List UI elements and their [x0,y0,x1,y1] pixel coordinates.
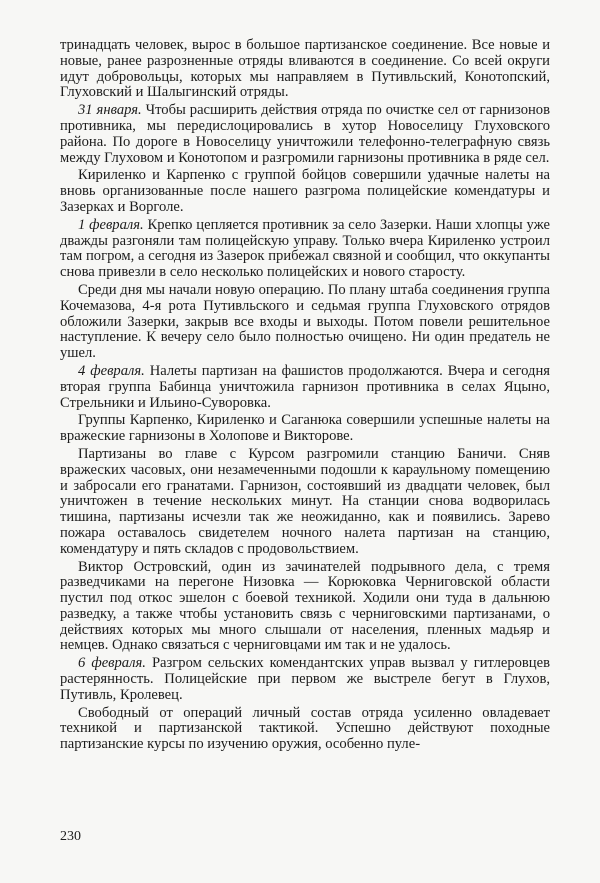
paragraph [60,560,550,655]
paragraph [60,103,550,166]
paragraph-text: Виктор Островский, один из зачинателей подрывного дела, с тремя разведчиками на перегоне Низовка — Корюковка Черниговской области пустил под откос эшелон с боевой техникой. Ходили они туда в дальнюю разведку, а также чтобы установить связь с черниговскими партизанами, о действиях которых мы много слышали от населения, пленных мадьяр и немцев. Однако связаться с черниговцами им так и не удалось. [60,558,550,654]
paragraph-text: Налеты партизан на фашистов продолжаются. Вчера и сегодня вторая группа Бабинца уничтожила гарнизон противника в селах Яцыно, Стрельники и Ильино-Суворовка. [60,362,550,411]
paragraph [60,283,550,362]
paragraph [60,447,550,558]
paragraph-text: Разгром сельских комендантских управ вызвал у гитлеровцев растерянность. Полицейские при первом же выстреле бегут в Глухов, Путивль, Кролевец. [60,655,550,703]
page-number: 230 [60,829,81,844]
paragraph-text: Кириленко и Карпенко с группой бойцов совершили удачные налеты на вновь организованные после нашего разгрома полицейские комендатуры и Зазерках и Ворголе. [60,167,550,215]
paragraph-text: Свободный от операций личный состав отряда усиленно овладевает техникой и партизанской тактикой. Успешно действуют походные партизанские курсы по изучению оружия, особенно пуле- [60,704,550,753]
entry-date: 31 января. [78,102,142,119]
entry-date: 1 февраля. [78,216,144,233]
paragraph-text: Группы Карпенко, Кириленко и Саганюка совершили успешные налеты на вражеские гарнизоны в Холопове и Викторове. [60,412,550,445]
entry-date: 4 февраля. [78,362,145,379]
paragraph-text: Среди дня мы начали новую операцию. По плану штаба соединения группа Кочемазова, 4-я рота Путивльского и седьмая группа Глуховского отрядов обложили Зазерки, закрыв все входы и выходы. Потом повели решительное наступление. К вечеру село было полностью очищено. Ни один предатель не ушел. [60,281,550,362]
entry-date: 6 февраля. [78,655,146,672]
paragraph [60,364,550,411]
paragraph-text: Чтобы расширить действия отряда по очистке сел от гарнизонов противника, мы передислоцировались в хутор Новоселицу Глуховского района. По дороге в Новоселицу уничтожили телефонно-телеграфную связь между Глуховом и Конотопом и разгромили гарнизоны противника в ряде сел. [60,102,550,166]
paragraph [60,656,550,703]
paragraph [60,413,550,445]
paragraph [60,218,550,281]
paragraph-text: тринадцать человек, вырос в большое партизанское соединение. Все новые и новые, ранее разрозненные отряды вливаются в соединение. Со всей округи идут добровольцы, которых мы направляем в Путивльский, Конотопский, Глуховский и Шалыгинский отряды. [60,37,550,101]
paragraph [60,706,550,753]
paragraph [60,168,550,215]
paragraph [60,38,550,101]
page-body-text [60,38,550,755]
paragraph-text: Крепко цепляется противник за село Зазерки. Наши хлопцы уже дважды разгоняли там полицейскую управу. Только вчера Кириленко устроил там погром, а сегодня из Зазерок прибежал связной и сообщил, что оккупанты снова привезли в село несколько полицейских и нового старосту. [60,216,550,281]
paragraph-text: Партизаны во главе с Курсом разгромили станцию Баничи. Сняв вражеских часовых, они незамеченными подошли к караульному помещению и забросали его гранатами. Гарнизон, состоявший из двадцати человек, был уничтожен в течение нескольких минут. На станции снова водворилась тишина, партизаны исчезли так же неожиданно, как и появились. Зарево пожара оставалось свидетелем ночного налета партизан на станцию, комендатуру и пять складов с продовольствием. [60,445,550,557]
